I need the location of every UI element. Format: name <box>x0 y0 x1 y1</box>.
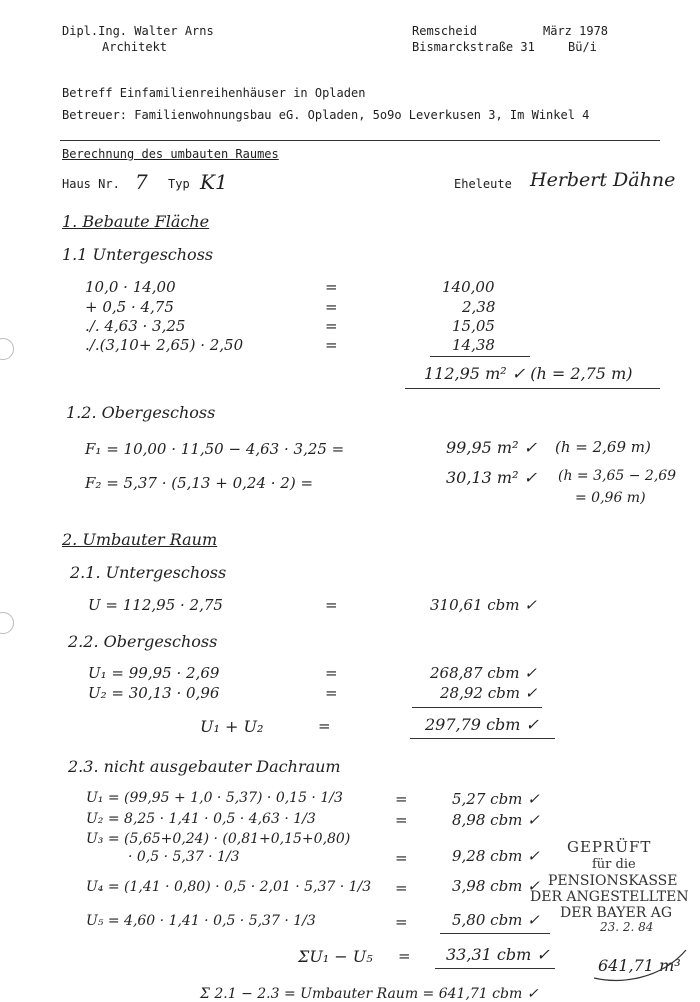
attic-row-val: 3,98 cbm ✓ <box>452 877 540 895</box>
attic-row-val: 9,28 cbm ✓ <box>452 847 540 865</box>
subject-line: Betreff Einfamilienreihenhäuser in Opladen <box>62 86 366 100</box>
letter-ref: Bü/i <box>568 40 597 54</box>
f1-val: 99,95 m² ✓ <box>446 438 537 457</box>
u1-expr: U₁ = 99,95 · 2,69 <box>88 664 220 682</box>
total-rule <box>405 388 660 389</box>
attic-row-expr: U₅ = 4,60 · 1,41 · 0,5 · 5,37 · 1/3 <box>86 913 316 929</box>
attic-row-expr: U₄ = (1,41 · 0,80) · 0,5 · 2,01 · 5,37 · 1/3 <box>86 879 372 895</box>
section2-2-title: 2.2. Obergeschoss <box>68 632 218 651</box>
attic-row-expr: U₂ = 8,25 · 1,41 · 0,5 · 4,63 · 1/3 <box>86 811 316 827</box>
section1-1-title: 1.1 Untergeschoss <box>62 245 214 264</box>
swoosh-line <box>594 950 686 980</box>
sum-rule <box>430 356 530 357</box>
house-type: K1 <box>200 170 228 194</box>
attic-row-val: 8,98 cbm ✓ <box>452 811 540 829</box>
u2-op: = <box>325 684 338 702</box>
sum-rule <box>412 707 542 708</box>
calc-heading: Berechnung des umbauten Raumes <box>62 147 279 161</box>
f1-expr: F₁ = 10,00 · 11,50 − 4,63 · 3,25 = <box>85 440 345 458</box>
u2-expr: U₂ = 30,13 · 0,96 <box>88 684 220 702</box>
f2-note-2: = 0,96 m) <box>575 490 646 506</box>
sum-rule <box>440 933 550 934</box>
s1-row-expr: ./.(3,10+ 2,65) · 2,50 <box>85 336 244 354</box>
attic-row-val: 5,80 cbm ✓ <box>452 911 540 929</box>
house-number-label: Haus Nr. <box>62 177 120 191</box>
house-type-label: Typ <box>168 177 190 191</box>
u-val: 310,61 cbm ✓ <box>430 596 537 614</box>
s1-row-expr: + 0,5 · 4,75 <box>85 298 174 316</box>
attic-row-op: = <box>395 879 408 897</box>
sigma-val: 33,31 cbm ✓ <box>446 945 550 964</box>
stamp-line-5: DER BAYER AG <box>560 905 673 921</box>
attic-row-op: = <box>395 913 408 931</box>
letter-street: Bismarckstraße 31 <box>412 40 535 54</box>
grand-total: 641,71 m³ <box>598 956 681 975</box>
u-sum-op: = <box>318 717 331 735</box>
divider <box>60 140 660 141</box>
attic-row-val: 5,27 cbm ✓ <box>452 790 540 808</box>
s1-total: 112,95 m² ✓ (h = 2,75 m) <box>424 364 633 383</box>
s1-row-op: = <box>325 278 338 296</box>
u-expr: U = 112,95 · 2,75 <box>88 596 223 614</box>
house-number: 7 <box>135 170 148 194</box>
f2-val: 30,13 m² ✓ <box>446 468 537 487</box>
s1-row-expr: 10,0 · 14,00 <box>85 278 176 296</box>
letter-date: März 1978 <box>543 24 609 38</box>
s1-row-op: = <box>325 298 338 316</box>
u2-val: 28,92 cbm ✓ <box>440 684 538 702</box>
f1-note: (h = 2,69 m) <box>555 438 651 456</box>
sigma-expr: ΣU₁ − U₅ <box>298 947 373 966</box>
architect-title: Architekt <box>102 40 168 54</box>
u-sum-expr: U₁ + U₂ <box>200 717 264 736</box>
attic-row-expr: U₁ = (99,95 + 1,0 · 5,37) · 0,15 · 1/3 <box>86 790 343 806</box>
s1-row-op: = <box>325 317 338 335</box>
s1-row-val: 15,05 <box>452 317 495 335</box>
architect-name: Dipl.Ing. Walter Arns <box>62 24 214 38</box>
s1-row-expr: ./. 4,63 · 3,25 <box>85 317 186 335</box>
stamp-line-3: PENSIONSKASSE <box>548 873 678 889</box>
total-rule <box>410 738 555 739</box>
u1-op: = <box>325 664 338 682</box>
sigma-op: = <box>398 947 411 965</box>
stamp-line-1: GEPRÜFT <box>567 838 652 856</box>
u-op: = <box>325 596 338 614</box>
attic-row-expr: · 0,5 · 5,37 · 1/3 <box>128 849 240 865</box>
attic-row-op: = <box>395 790 408 808</box>
f2-note-1: (h = 3,65 − 2,69 <box>558 468 677 484</box>
stamp-date: 23. 2. 84 <box>600 920 654 934</box>
attic-row-op: = <box>395 849 408 867</box>
s1-row-op: = <box>325 336 338 354</box>
section1-2-title: 1.2. Obergeschoss <box>66 403 216 422</box>
grand-total-swoosh <box>590 944 690 984</box>
punch-hole <box>0 338 14 360</box>
stamp-line-4: DER ANGESTELLTEN <box>530 889 689 905</box>
total-rule <box>435 968 555 969</box>
f2-expr: F₂ = 5,37 · (5,13 + 0,24 · 2) = <box>85 474 314 492</box>
s1-row-val: 140,00 <box>442 278 495 296</box>
s1-row-val: 14,38 <box>452 336 495 354</box>
u-sum-val: 297,79 cbm ✓ <box>425 715 539 734</box>
section2-1-title: 2.1. Untergeschoss <box>70 563 227 582</box>
section2-title: 2. Umbauter Raum <box>62 530 218 549</box>
s1-row-val: 2,38 <box>462 298 496 316</box>
attic-row-op: = <box>395 811 408 829</box>
section2-3-title: 2.3. nicht ausgebauter Dachraum <box>68 757 341 776</box>
section1-title: 1. Bebaute Fläche <box>62 212 210 231</box>
punch-hole <box>0 612 14 634</box>
letter-city: Remscheid <box>412 24 478 38</box>
attic-row-expr: U₃ = (5,65+0,24) · (0,81+0,15+0,80) <box>86 831 351 847</box>
supervisor-line: Betreuer: Familienwohnungsbau eG. Opladen, 5o9o Leverkusen 3, Im Winkel 4 <box>62 108 590 122</box>
owners-name: Herbert Dähne <box>530 169 676 191</box>
final-line: Σ 2.1 − 2.3 = Umbauter Raum = 641,71 cbm ✓ <box>200 986 539 1002</box>
stamp-line-2: für die <box>592 857 636 872</box>
owners-label: Eheleute <box>454 177 512 191</box>
u1-val: 268,87 cbm ✓ <box>430 664 537 682</box>
